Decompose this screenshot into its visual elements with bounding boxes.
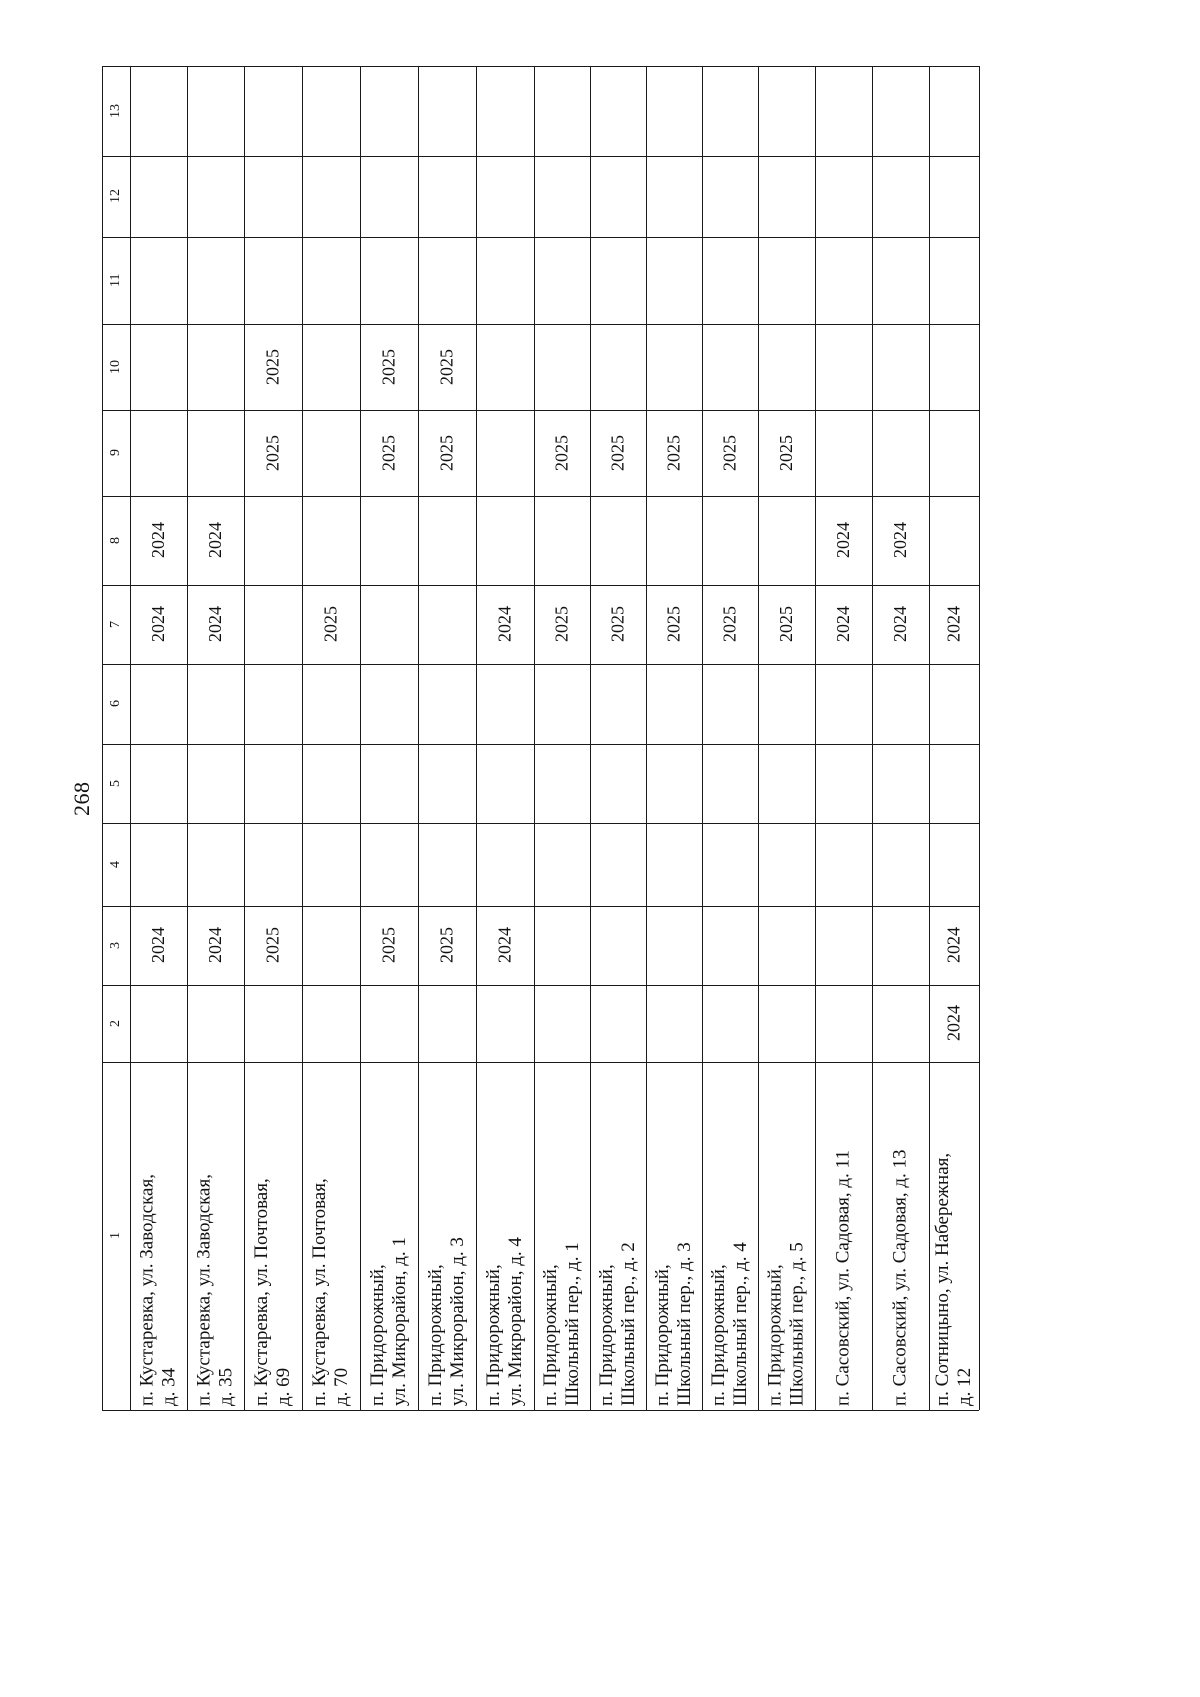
address-line: ул. Микрорайон, д. 1 bbox=[389, 1237, 410, 1406]
address-line: п. Придорожный, bbox=[367, 1264, 389, 1406]
year-cell: 2024 bbox=[205, 606, 226, 643]
table-rule-horizontal bbox=[102, 66, 979, 67]
year-cell: 2024 bbox=[494, 606, 515, 643]
address-line: п. Кустаревка, ул. Почтовая, bbox=[251, 1178, 273, 1406]
year-cell: 2025 bbox=[776, 435, 797, 471]
address-cell bbox=[929, 1068, 979, 1406]
address-cell bbox=[476, 1068, 534, 1406]
address-line: п. Кустаревка, ул. Заводская, bbox=[136, 1174, 158, 1406]
year-cell: 2025 bbox=[320, 606, 341, 643]
year-cell: 2025 bbox=[551, 606, 572, 643]
address-cell bbox=[187, 1068, 244, 1406]
year-cell: 2025 bbox=[378, 435, 399, 471]
year-cell: 2024 bbox=[943, 606, 964, 643]
address-cell bbox=[302, 1068, 360, 1406]
address-line: д. 12 bbox=[954, 1367, 975, 1406]
column-header: 3 bbox=[107, 942, 123, 949]
year-cell: 2024 bbox=[148, 606, 169, 643]
address-cell bbox=[815, 1068, 872, 1406]
page-number: 268 bbox=[69, 781, 94, 817]
year-cell: 2025 bbox=[262, 927, 283, 964]
address-cell bbox=[702, 1068, 758, 1406]
address-line: п. Придорожный, bbox=[764, 1264, 786, 1406]
year-cell: 2025 bbox=[719, 435, 740, 471]
address-line: п. Придорожный, bbox=[425, 1264, 447, 1406]
address-line: п. Кустаревка, ул. Почтовая, bbox=[309, 1178, 331, 1406]
address-cell bbox=[130, 1068, 187, 1406]
year-cell: 2025 bbox=[436, 349, 457, 385]
year-cell: 2024 bbox=[833, 606, 854, 643]
address-cell bbox=[646, 1068, 702, 1406]
year-cell: 2025 bbox=[378, 349, 399, 385]
year-cell: 2024 bbox=[943, 927, 964, 964]
column-header: 2 bbox=[107, 1020, 123, 1027]
year-cell: 2024 bbox=[148, 522, 169, 559]
address-line: ул. Микрорайон, д. 3 bbox=[447, 1237, 468, 1406]
address-line: Школьный пер., д. 3 bbox=[674, 1242, 695, 1406]
column-header: 1 bbox=[107, 1232, 123, 1240]
address-line: п. Придорожный, bbox=[652, 1264, 674, 1406]
year-cell: 2025 bbox=[607, 435, 628, 471]
column-header: 10 bbox=[107, 360, 123, 374]
column-header: 5 bbox=[107, 780, 123, 787]
table-rule-horizontal bbox=[102, 1062, 979, 1063]
address-line: п. Сотницыно, ул. Набережная, bbox=[932, 1152, 954, 1406]
address-line: п. Сасовский, ул. Садовая, д. 13 bbox=[889, 1149, 911, 1406]
table-rule-vertical bbox=[979, 66, 980, 1410]
year-cell: 2025 bbox=[663, 606, 684, 643]
address-line: Школьный пер., д. 4 bbox=[730, 1242, 751, 1406]
address-line: п. Кустаревка, ул. Заводская, bbox=[193, 1174, 215, 1406]
address-line: Школьный пер., д. 2 bbox=[618, 1242, 639, 1406]
table-rule-horizontal bbox=[102, 985, 979, 986]
year-cell: 2025 bbox=[378, 927, 399, 964]
address-line: п. Придорожный, bbox=[483, 1264, 505, 1406]
address-cell bbox=[360, 1068, 418, 1406]
column-header: 6 bbox=[107, 700, 123, 708]
address-cell bbox=[590, 1068, 646, 1406]
column-header: 7 bbox=[107, 621, 123, 628]
year-cell: 2025 bbox=[719, 606, 740, 643]
column-header: 12 bbox=[107, 189, 123, 204]
address-line: п. Придорожный, bbox=[708, 1264, 730, 1406]
year-cell: 2025 bbox=[436, 435, 457, 471]
year-cell: 2024 bbox=[890, 522, 911, 559]
year-cell: 2025 bbox=[262, 435, 283, 471]
year-cell: 2025 bbox=[663, 435, 684, 471]
year-cell: 2024 bbox=[205, 522, 226, 559]
year-cell: 2025 bbox=[776, 606, 797, 643]
column-header: 9 bbox=[107, 449, 123, 457]
year-cell: 2024 bbox=[890, 606, 911, 643]
table-rule-horizontal bbox=[102, 664, 979, 665]
table-rule-horizontal bbox=[102, 744, 979, 745]
year-cell: 2025 bbox=[551, 435, 572, 471]
address-line: п. Придорожный, bbox=[540, 1264, 562, 1406]
table-rule-horizontal bbox=[102, 324, 979, 325]
table-rule-horizontal bbox=[102, 823, 979, 824]
year-cell: 2025 bbox=[607, 606, 628, 643]
year-cell: 2025 bbox=[436, 927, 457, 964]
table-rule-horizontal bbox=[102, 1410, 979, 1411]
year-cell: 2024 bbox=[148, 927, 169, 964]
address-line: д. 70 bbox=[331, 1367, 352, 1406]
column-header: 11 bbox=[107, 273, 123, 288]
table-rule-horizontal bbox=[102, 237, 979, 238]
address-cell bbox=[534, 1068, 590, 1406]
year-cell: 2025 bbox=[262, 349, 283, 385]
address-cell bbox=[758, 1068, 815, 1406]
table-rule-horizontal bbox=[102, 156, 979, 157]
address-line: д. 34 bbox=[158, 1367, 180, 1406]
address-cell bbox=[872, 1068, 929, 1406]
address-line: Школьный пер., д. 5 bbox=[786, 1242, 808, 1406]
year-cell: 2024 bbox=[943, 1005, 964, 1042]
year-cell: 2024 bbox=[205, 927, 226, 964]
address-line: ул. Микрорайон, д. 4 bbox=[505, 1237, 526, 1406]
address-line: д. 69 bbox=[273, 1367, 294, 1406]
column-header: 13 bbox=[107, 104, 123, 118]
year-cell: 2024 bbox=[833, 522, 854, 559]
year-cell: 2024 bbox=[494, 927, 515, 964]
address-cell bbox=[244, 1068, 302, 1406]
column-header: 4 bbox=[107, 861, 123, 868]
address-line: д. 35 bbox=[215, 1367, 237, 1406]
address-line: п. Придорожный, bbox=[596, 1264, 618, 1406]
address-line: Школьный пер., д. 1 bbox=[562, 1242, 583, 1406]
column-header: 8 bbox=[107, 537, 123, 544]
address-line: п. Сасовский, ул. Садовая, д. 11 bbox=[832, 1150, 854, 1406]
address-cell bbox=[418, 1068, 476, 1406]
